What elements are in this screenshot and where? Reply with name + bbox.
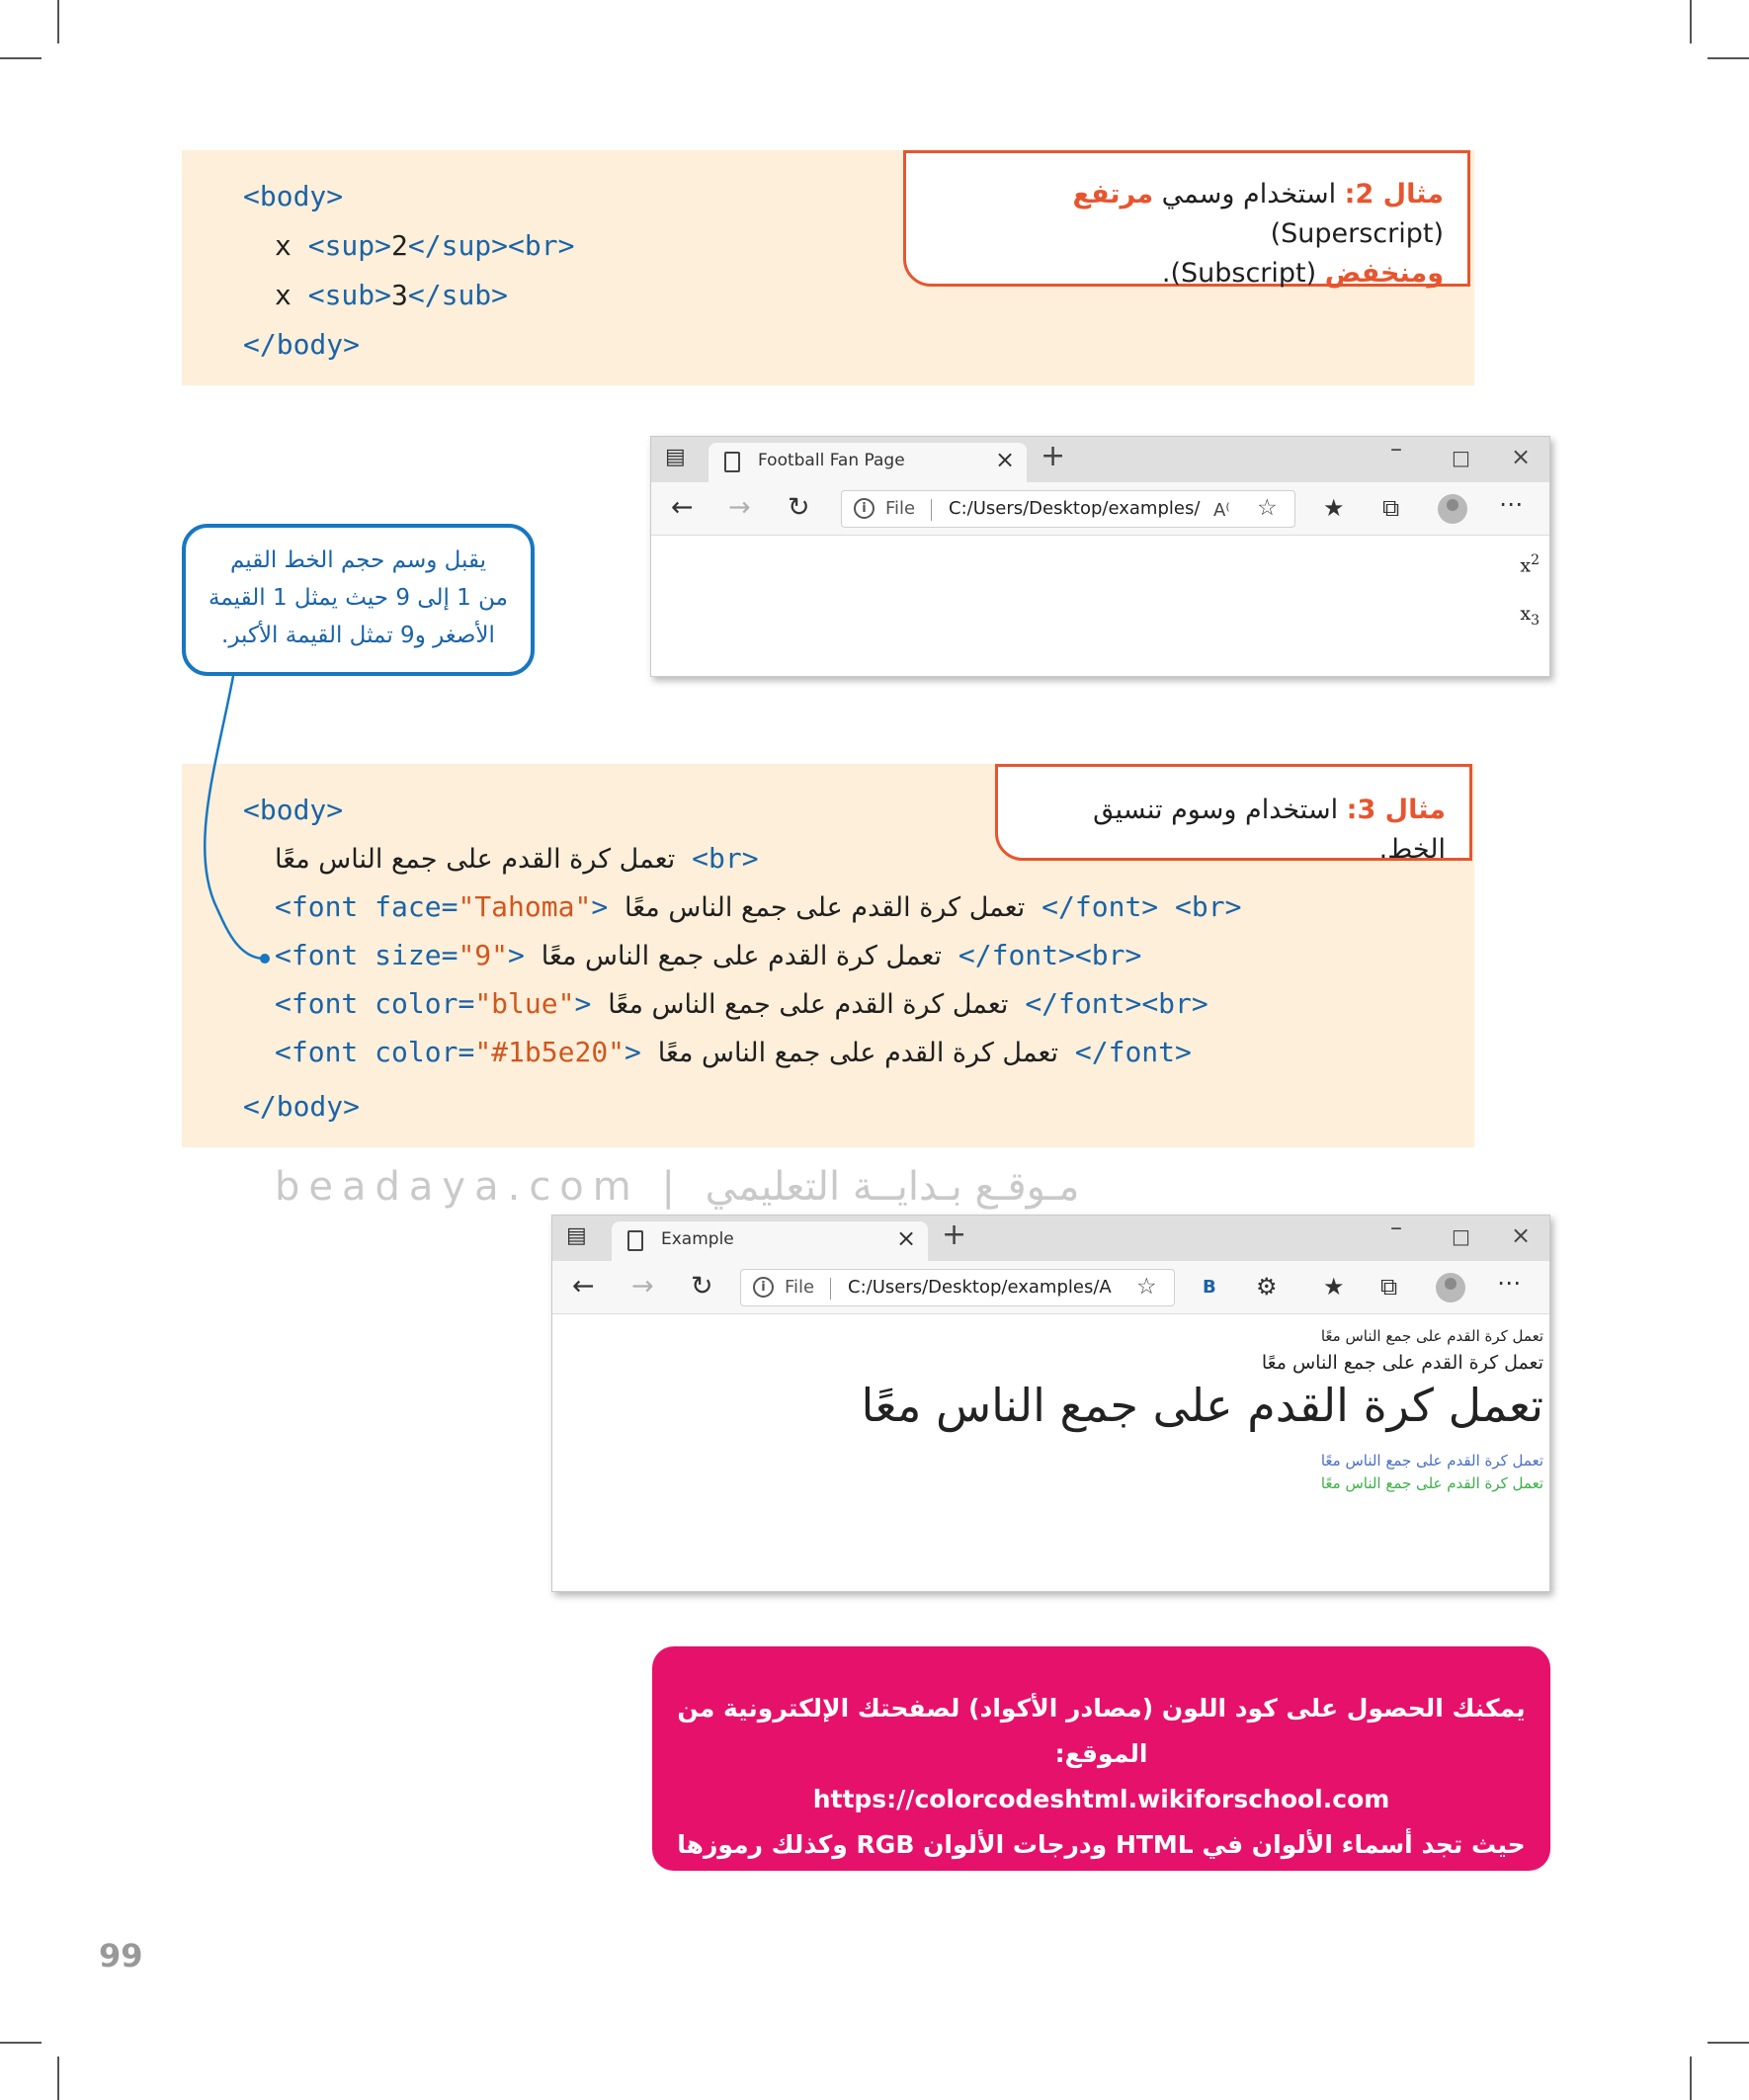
rendered-base: x bbox=[1520, 603, 1532, 625]
refresh-icon[interactable]: ↻ bbox=[691, 1271, 713, 1302]
example2-line2 bbox=[930, 254, 1444, 294]
read-aloud-icon[interactable]: A⁽ bbox=[1213, 500, 1230, 521]
info-url-link[interactable]: https://colorcodeshtml.wikiforschool.com bbox=[812, 1785, 1390, 1813]
more-options-icon[interactable]: ⋯ bbox=[1497, 1269, 1521, 1297]
example-label: مثال 3: bbox=[1346, 795, 1446, 825]
favorite-add-icon[interactable]: ☆ bbox=[1257, 495, 1278, 521]
crop-mark bbox=[57, 2057, 59, 2100]
code-arabic: تعمل كرة القدم على جمع الناس معًا bbox=[625, 892, 1026, 923]
example3-title-box bbox=[995, 764, 1472, 865]
code-token: "#1b5e20" bbox=[474, 1036, 625, 1068]
code-token: </font><br> bbox=[958, 939, 1142, 971]
code-line bbox=[243, 1089, 360, 1125]
tab-example[interactable] bbox=[612, 1221, 928, 1261]
extensions-icon[interactable]: ⚙ bbox=[1256, 1273, 1278, 1301]
rendered-green-line: تعمل كرة القدم على جمع الناس معًا bbox=[1320, 1474, 1543, 1492]
code-arabic: تعمل كرة القدم على جمع الناس معًا bbox=[275, 844, 676, 875]
code-line bbox=[243, 179, 343, 214]
favorites-icon[interactable]: ★ bbox=[1323, 1273, 1345, 1301]
more-options-icon[interactable]: ⋯ bbox=[1499, 490, 1523, 518]
crop-mark bbox=[57, 0, 59, 43]
code-token: > bbox=[625, 1036, 641, 1068]
font-size-note-callout bbox=[182, 524, 535, 676]
tab-title: Football Fan Page bbox=[758, 451, 905, 470]
code-token: </sub> bbox=[407, 279, 509, 311]
bing-icon[interactable]: B bbox=[1203, 1277, 1216, 1298]
close-tab-icon[interactable]: × bbox=[995, 446, 1016, 473]
code-token: x bbox=[275, 229, 308, 262]
tab-title: Example bbox=[661, 1229, 734, 1249]
code-token: color= bbox=[358, 987, 475, 1020]
code-token: <body> bbox=[243, 794, 344, 826]
code-token: color= bbox=[358, 1036, 475, 1068]
tab-football-fan-page[interactable] bbox=[708, 443, 1027, 482]
address-separator bbox=[830, 1278, 831, 1300]
info-icon[interactable]: i bbox=[854, 498, 874, 519]
info-line: حيث تجد أسماء الألوان في HTML ودرجات الألوان RGB وكذلك رموزها Hex. bbox=[677, 1830, 1526, 1904]
collections-icon[interactable]: ⧉ bbox=[1382, 494, 1400, 522]
forward-icon[interactable]: → bbox=[728, 492, 751, 523]
file-label: File bbox=[785, 1277, 815, 1298]
crop-mark bbox=[1690, 0, 1692, 43]
file-label: File bbox=[885, 498, 916, 519]
crop-mark bbox=[1707, 2042, 1749, 2044]
close-window-icon[interactable]: × bbox=[1511, 1221, 1532, 1249]
code-token: <font bbox=[275, 939, 359, 971]
address-bar[interactable] bbox=[740, 1269, 1175, 1306]
code-line bbox=[243, 793, 343, 828]
crop-mark bbox=[1690, 2057, 1692, 2100]
rendered-subscript-line bbox=[1520, 603, 1540, 629]
rendered-tahoma-line: تعمل كرة القدم على جمع الناس معًا bbox=[1261, 1352, 1543, 1374]
code-line bbox=[275, 889, 1241, 926]
code-line bbox=[275, 1035, 1192, 1071]
profile-avatar-icon[interactable] bbox=[1438, 494, 1467, 524]
new-tab-icon[interactable]: + bbox=[1041, 439, 1066, 473]
code-token: > bbox=[591, 890, 609, 923]
info-line: يمكنك الحصول على كود اللون (مصادر الأكواد) لصفحتك الإلكترونية من الموقع: bbox=[677, 1694, 1526, 1768]
forward-icon[interactable]: → bbox=[631, 1271, 654, 1302]
example-highlight: ومنخفض bbox=[1324, 258, 1444, 289]
favorite-add-icon[interactable]: ☆ bbox=[1136, 1274, 1157, 1300]
code-token: <sup> bbox=[307, 229, 392, 262]
code-token: > bbox=[574, 987, 592, 1020]
code-arabic: تعمل كرة القدم على جمع الناس معًا bbox=[657, 1038, 1059, 1068]
rendered-size9-line: تعمل كرة القدم على جمع الناس معًا bbox=[861, 1379, 1543, 1432]
rendered-sup: 2 bbox=[1531, 552, 1540, 568]
code-token: </font> bbox=[1074, 1036, 1192, 1068]
page-icon bbox=[627, 1230, 643, 1251]
info-icon[interactable]: i bbox=[753, 1277, 774, 1298]
toolbar bbox=[651, 482, 1549, 536]
code-token: size= bbox=[358, 939, 458, 971]
crop-mark bbox=[1707, 57, 1749, 59]
code-token: </sup><br> bbox=[407, 229, 575, 262]
url-text[interactable]: C:/Users/Desktop/examples/A bbox=[848, 1277, 1112, 1298]
rendered-default-line: تعمل كرة القدم على جمع الناس معًا bbox=[1320, 1327, 1543, 1345]
code-token: "9" bbox=[458, 939, 509, 971]
title-bar bbox=[552, 1216, 1549, 1261]
rendered-sub: 3 bbox=[1531, 612, 1540, 629]
code-token: <br> bbox=[1175, 890, 1242, 923]
close-window-icon[interactable]: × bbox=[1511, 443, 1532, 470]
code-token: > bbox=[508, 939, 525, 971]
new-tab-icon[interactable]: + bbox=[942, 1218, 967, 1252]
address-bar[interactable] bbox=[841, 490, 1295, 528]
tab-actions-icon[interactable]: ▤ bbox=[566, 1223, 587, 1248]
code-token: "Tahoma" bbox=[458, 890, 592, 923]
callout-line: الأصغر و9 تمثل القيمة الأكبر. bbox=[221, 623, 495, 648]
code-token: </body> bbox=[243, 1090, 361, 1123]
example-text: (Superscript) bbox=[1270, 218, 1444, 249]
code-line bbox=[275, 278, 508, 313]
code-token: <br> bbox=[692, 842, 759, 875]
url-text[interactable]: C:/Users/Desktop/examples/ bbox=[949, 498, 1201, 519]
address-separator bbox=[931, 499, 932, 521]
example-text: استخدام وسوم تنسيق الخط. bbox=[1093, 795, 1446, 865]
code-line bbox=[243, 327, 360, 363]
code-token: <sub> bbox=[307, 279, 392, 311]
code-token: face= bbox=[358, 890, 458, 923]
example-text: استخدام وسمي bbox=[1153, 179, 1345, 210]
tab-actions-icon[interactable]: ▤ bbox=[665, 445, 686, 469]
maximize-icon[interactable]: □ bbox=[1452, 446, 1470, 469]
color-code-info-box bbox=[652, 1646, 1550, 1904]
collections-icon[interactable]: ⧉ bbox=[1380, 1273, 1398, 1301]
code-token: </font> bbox=[1041, 890, 1159, 923]
title-bar bbox=[651, 437, 1549, 482]
example-text: (Subscript). bbox=[1161, 258, 1325, 289]
example-label: مثال 2: bbox=[1344, 179, 1444, 210]
callout-line: يقبل وسم حجم الخط القيم bbox=[229, 547, 487, 573]
code-token: <font bbox=[275, 1036, 359, 1068]
minimize-icon[interactable]: – bbox=[1390, 435, 1402, 462]
code-token: <font bbox=[275, 890, 359, 923]
page-number: 99 bbox=[99, 1937, 143, 1974]
toolbar bbox=[552, 1261, 1549, 1314]
maximize-icon[interactable]: □ bbox=[1452, 1224, 1470, 1248]
code-token: 2 bbox=[391, 229, 408, 262]
code-token: x bbox=[275, 279, 308, 311]
example2-line1 bbox=[930, 175, 1444, 254]
code-line bbox=[275, 938, 1141, 974]
code-line bbox=[275, 986, 1208, 1023]
close-tab-icon[interactable]: × bbox=[896, 1224, 917, 1252]
profile-avatar-icon[interactable] bbox=[1436, 1273, 1465, 1302]
rendered-blue-line: تعمل كرة القدم على جمع الناس معًا bbox=[1320, 1452, 1543, 1470]
back-icon[interactable]: ← bbox=[572, 1271, 595, 1302]
code-token: 3 bbox=[391, 279, 408, 311]
crop-mark bbox=[0, 2042, 42, 2044]
code-line bbox=[275, 841, 759, 878]
page-icon bbox=[724, 452, 740, 472]
code-line bbox=[275, 228, 574, 264]
favorites-icon[interactable]: ★ bbox=[1323, 494, 1345, 522]
example2-title-box bbox=[903, 150, 1470, 287]
watermark-text: beadaya.com | مـوقـع بـدايــة التعليمي bbox=[275, 1164, 1080, 1210]
callout-line: من 1 إلى 9 حيث يمثل 1 القيمة bbox=[208, 585, 508, 611]
rendered-base: x bbox=[1520, 554, 1532, 577]
browser-window-example bbox=[551, 1215, 1550, 1592]
code-token: <body> bbox=[243, 180, 344, 212]
refresh-icon[interactable]: ↻ bbox=[788, 492, 810, 523]
code-token: </body> bbox=[243, 328, 361, 361]
code-token: <font bbox=[275, 987, 359, 1020]
code-arabic: تعمل كرة القدم على جمع الناس معًا bbox=[608, 989, 1009, 1020]
back-icon[interactable]: ← bbox=[671, 492, 694, 523]
example-highlight: مرتفع bbox=[1072, 179, 1154, 210]
code-arabic: تعمل كرة القدم على جمع الناس معًا bbox=[541, 941, 943, 971]
browser-window-football bbox=[650, 436, 1550, 677]
code-token: "blue" bbox=[474, 987, 575, 1020]
code-token: </font><br> bbox=[1025, 987, 1208, 1020]
crop-mark bbox=[0, 57, 42, 59]
minimize-icon[interactable]: – bbox=[1390, 1214, 1402, 1241]
rendered-superscript-line bbox=[1520, 552, 1540, 576]
